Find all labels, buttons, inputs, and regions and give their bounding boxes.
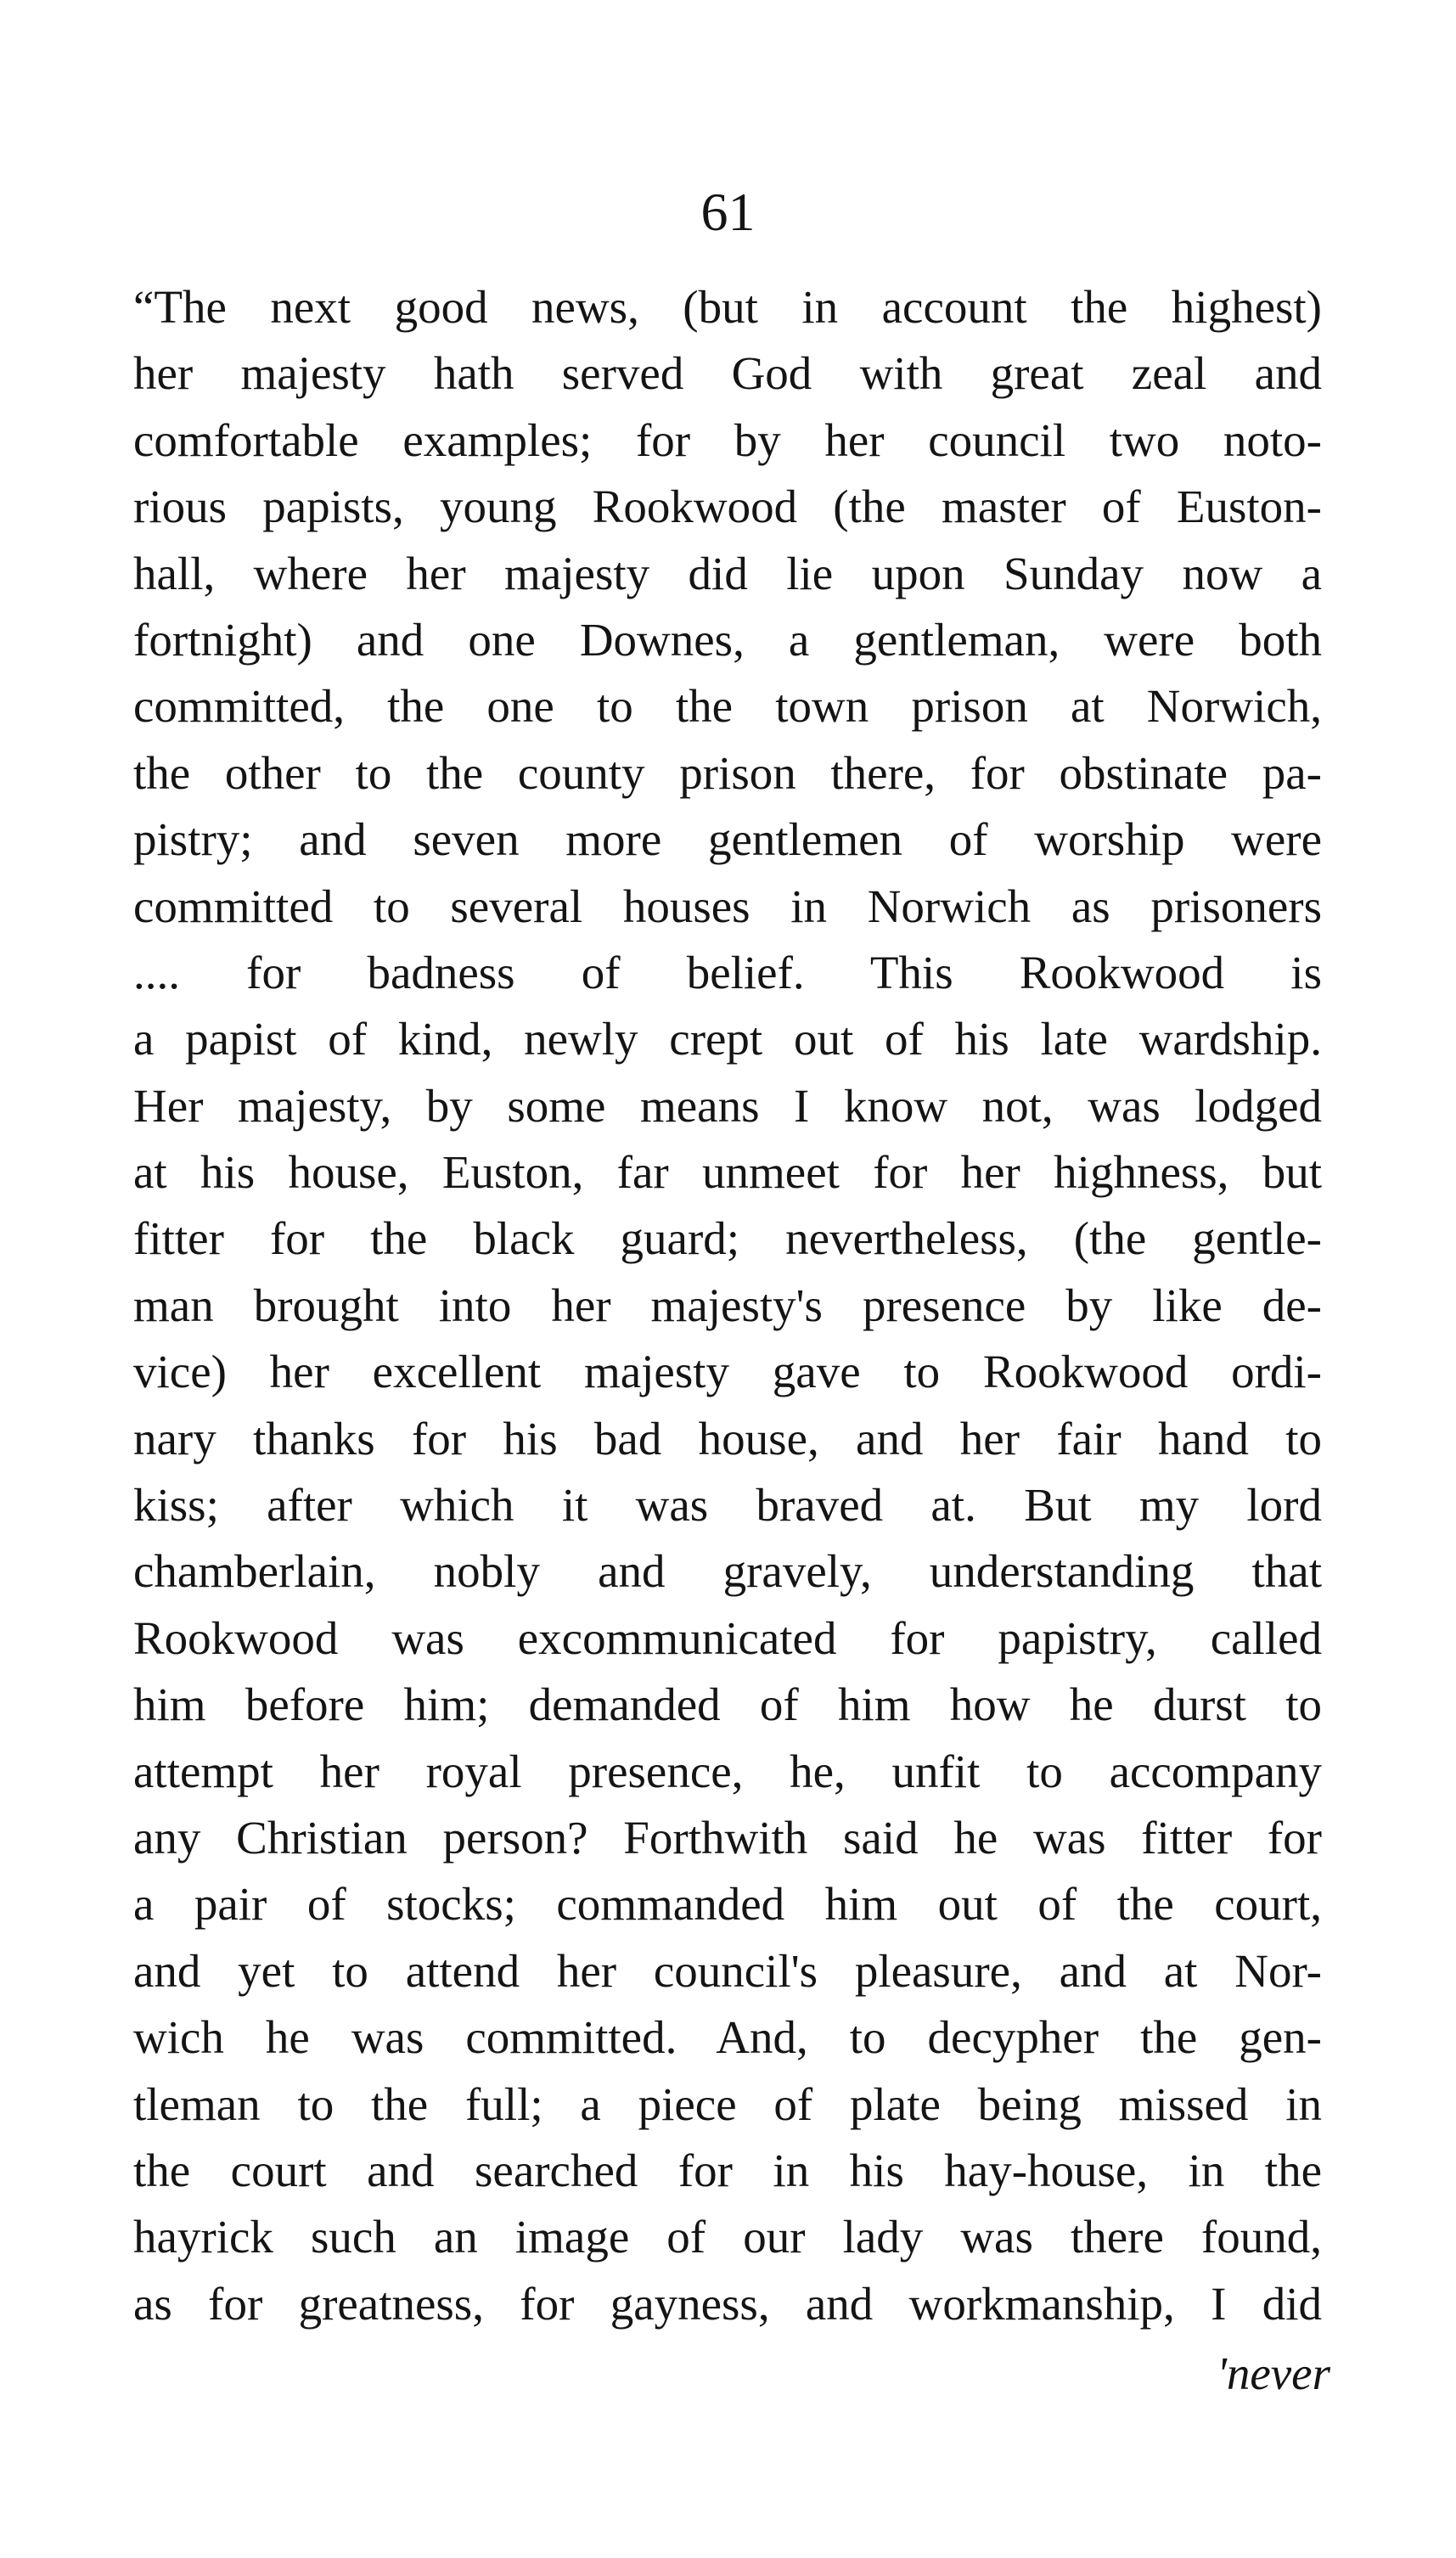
text-line: a pair of stocks; commanded him out of the court, [133,1878,1322,1931]
page-number: 61 [700,182,756,242]
text-line: nary thanks for his bad house, and her fair hand to [133,1412,1322,1465]
text-line: comfortable examples; for by her council two noto- [133,413,1322,466]
catchword: 'never [1217,2347,1330,2399]
text-line: Her majesty, by some means I know not, was lodged [133,1079,1322,1132]
body-text [133,274,1322,2337]
text-line: hayrick such an image of our lady was there found, [133,2211,1322,2263]
text-line: vice) her excellent majesty gave to Rookwood ordi- [133,1346,1322,1398]
text-line: at his house, Euston, far unmeet for her highness, but [133,1146,1322,1199]
text-line: .... for badness of belief. This Rookwood is [133,946,1322,998]
text-line: him before him; demanded of him how he durst to [133,1678,1322,1731]
text-line: man brought into her majesty's presence by like de- [133,1279,1322,1331]
text-line: the other to the county prison there, for obstinate pa- [133,746,1322,799]
text-line: Rookwood was excommunicated for papistry, called [133,1611,1322,1664]
text-line: pistry; and seven more gentlemen of worship were [133,813,1322,866]
text-line: wich he was committed. And, to decypher the gen- [133,2011,1322,2064]
text-line: hall, where her majesty did lie upon Sunday now a [133,547,1322,599]
text-line: attempt her royal presence, he, unfit to accompany [133,1745,1322,1797]
text-line: “The next good news, (but in account the highest) [133,281,1322,333]
text-line: as for greatness, for gayness, and workmanship, I did [133,2277,1322,2330]
text-line: committed to several houses in Norwich as prisoners [133,880,1322,932]
text-line: committed, the one to the town prison at Norwich, [133,680,1322,733]
text-line: and yet to attend her council's pleasure, and at Nor- [133,1944,1322,1997]
text-line: the court and searched for in his hay-house, in the [133,2144,1322,2196]
text-line: chamberlain, nobly and gravely, understanding that [133,1545,1322,1598]
text-line: tleman to the full; a piece of plate being missed in [133,2077,1322,2130]
text-line: any Christian person? Forthwith said he was fitter for [133,1811,1322,1864]
text-line: her majesty hath served God with great zeal and [133,347,1322,400]
text-line: rious papists, young Rookwood (the master of Euston- [133,481,1322,533]
text-line: fortnight) and one Downes, a gentleman, were both [133,613,1322,666]
text-line: a papist of kind, newly crept out of his late wardship. [133,1013,1322,1065]
text-line: kiss; after which it was braved at. But my lord [133,1479,1322,1532]
text-line: fitter for the black guard; nevertheless, (the gentle- [133,1212,1322,1265]
